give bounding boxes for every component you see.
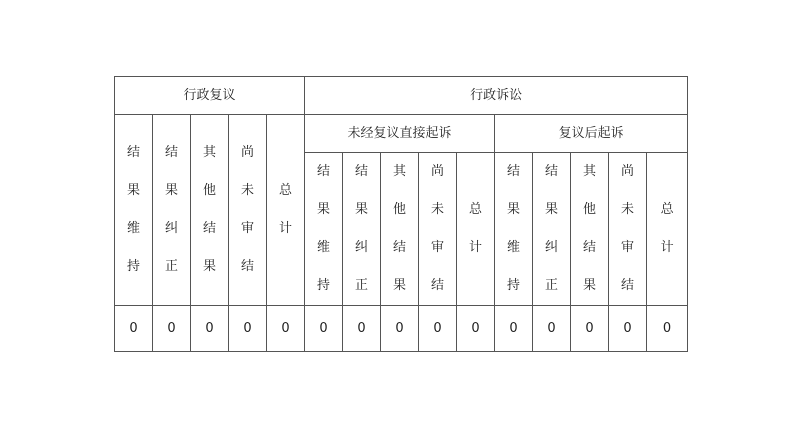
header-admin-review: 行政复议 (115, 77, 305, 115)
col-after-total (647, 153, 688, 306)
header-after-review: 复议后起诉 (495, 115, 688, 153)
value-cell: 0 (229, 306, 267, 352)
value-cell: 0 (191, 306, 229, 352)
col-after-corrected (533, 153, 571, 306)
value-cell: 0 (305, 306, 343, 352)
col-after-other (571, 153, 609, 306)
col-label: 总计 (660, 202, 674, 255)
col-label: 尚未审结 (621, 164, 635, 293)
value-cell: 0 (533, 306, 571, 352)
col-label: 其他结果 (583, 164, 597, 293)
value-cell: 0 (609, 306, 647, 352)
col-label: 结果维持 (126, 145, 140, 274)
col-review-corrected (153, 115, 191, 306)
header-admin-litigation: 行政诉讼 (305, 77, 688, 115)
header-direct-suit: 未经复议直接起诉 (305, 115, 495, 153)
col-direct-pending (419, 153, 457, 306)
col-direct-total (457, 153, 495, 306)
col-label: 结果维持 (507, 164, 521, 293)
col-label: 结果纠正 (164, 145, 178, 274)
col-label: 结果纠正 (545, 164, 559, 293)
col-label: 总计 (279, 183, 293, 236)
value-cell: 0 (381, 306, 419, 352)
col-review-upheld (115, 115, 153, 306)
col-label: 总计 (469, 202, 483, 255)
col-review-pending (229, 115, 267, 306)
col-direct-other (381, 153, 419, 306)
value-cell: 0 (343, 306, 381, 352)
value-cell: 0 (267, 306, 305, 352)
value-cell: 0 (647, 306, 688, 352)
col-label: 结果维持 (317, 164, 331, 293)
value-cell: 0 (419, 306, 457, 352)
col-review-other (191, 115, 229, 306)
value-cell: 0 (153, 306, 191, 352)
col-label: 尚未审结 (431, 164, 445, 293)
value-cell: 0 (495, 306, 533, 352)
col-direct-upheld (305, 153, 343, 306)
col-direct-corrected (343, 153, 381, 306)
col-label: 其他结果 (393, 164, 407, 293)
statistics-table (114, 76, 688, 352)
value-cell: 0 (115, 306, 153, 352)
value-cell: 0 (571, 306, 609, 352)
value-cell: 0 (457, 306, 495, 352)
col-after-pending (609, 153, 647, 306)
col-label: 尚未审结 (240, 145, 254, 274)
col-after-upheld (495, 153, 533, 306)
col-label: 其他结果 (202, 145, 216, 274)
col-review-total (267, 115, 305, 306)
col-label: 结果纠正 (355, 164, 369, 293)
